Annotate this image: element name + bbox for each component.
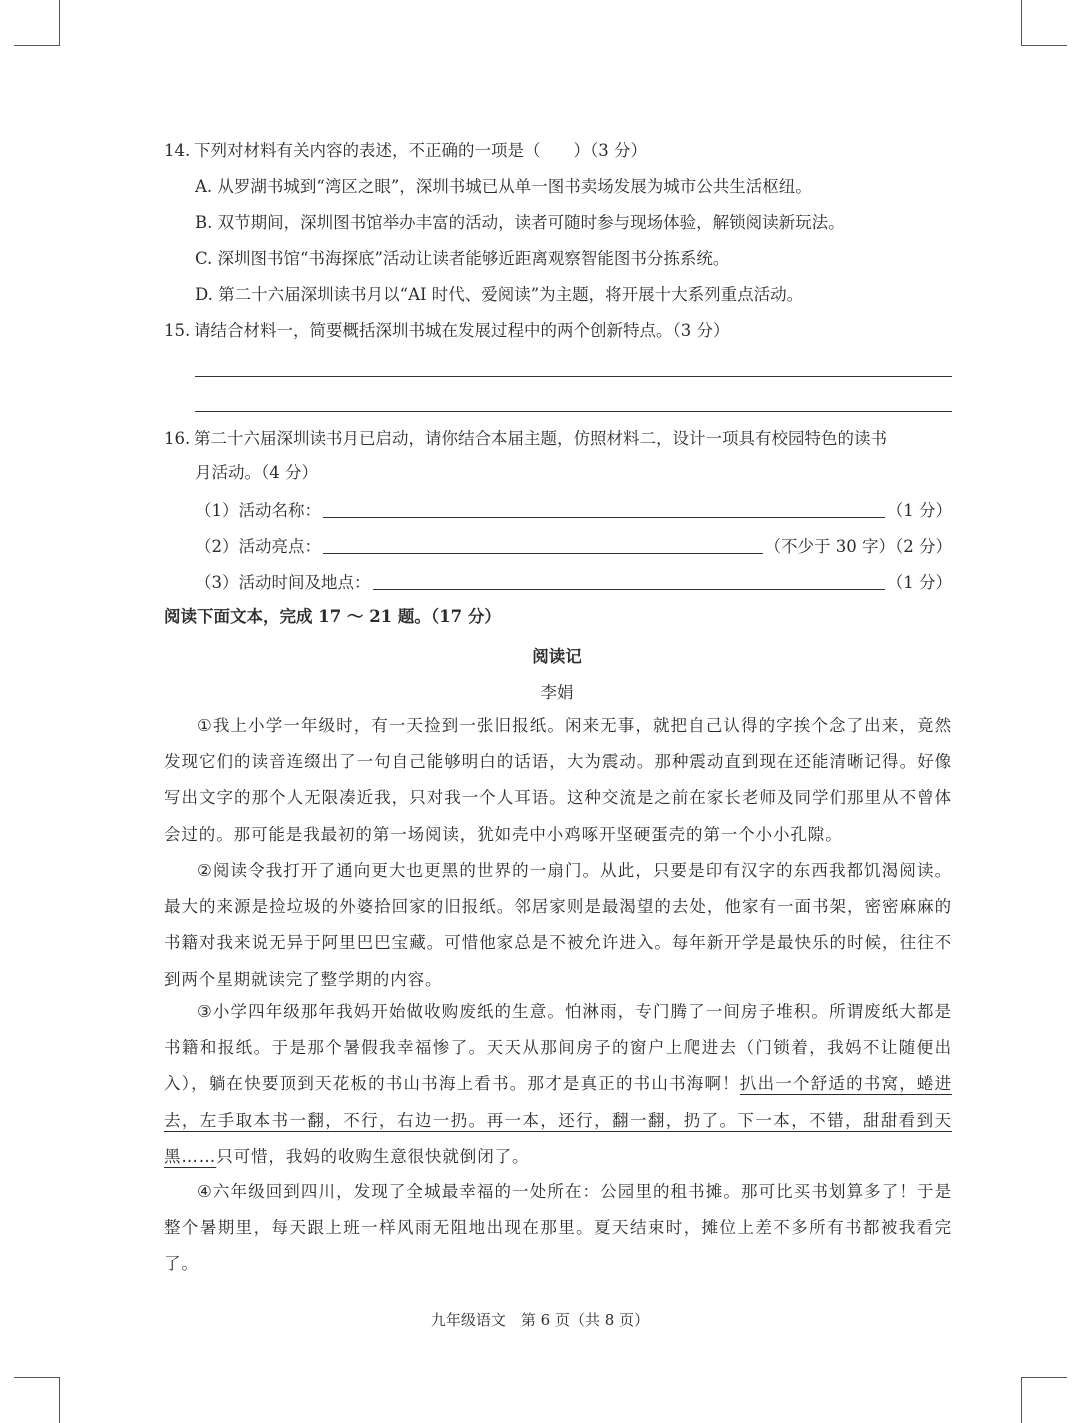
activity-time-place-blank[interactable] [373, 588, 885, 590]
question-number: 16. [164, 429, 191, 448]
crop-mark-top-left-v [59, 0, 60, 46]
activity-highlight-row [195, 533, 952, 557]
activity-time-place-label: （3）活动时间及地点： [195, 573, 371, 592]
activity-name-label: （1）活动名称： [195, 501, 321, 520]
paragraph-3-text: ③小学四年级那年我妈开始做收购废纸的生意。怕淋雨，专门腾了一间房子堆积。所谓废纸大都是书籍和报纸。于是那个暑假我幸福惨了。天天从那间房子的窗户上爬进去（门锁着，我妈不让随便出入），躺在快要顶到天花板的书山书海上看书。那才是真正的书山书海啊！ [164, 1002, 952, 1094]
question-text: 请结合材料一，简要概括深圳书城在发展过程中的两个创新特点。（3 分） [194, 321, 730, 340]
option-d: D. 第二十六届深圳读书月以“AI 时代、爱阅读”为主题，将开展十大系列重点活动。 [195, 285, 804, 304]
crop-mark-top-right-h [1021, 45, 1067, 46]
activity-time-place-row [195, 569, 952, 593]
activity-highlight-label: （2）活动亮点： [195, 537, 321, 556]
crop-mark-bottom-right-h [1021, 1377, 1067, 1378]
question-number: 15. [164, 321, 191, 340]
crop-mark-bottom-right-v [1021, 1377, 1022, 1423]
activity-name-score: （1 分） [886, 501, 952, 520]
activity-highlight-score: （不少于 30 字）（2 分） [764, 537, 952, 556]
question-number: 14. [164, 141, 191, 160]
crop-mark-bottom-left-h [14, 1377, 60, 1378]
question-16-stem-cont: 月活动。（4 分） [195, 463, 318, 482]
activity-highlight-blank[interactable] [323, 552, 763, 554]
question-16-stem [164, 428, 887, 450]
passage-author: 李娟 [540, 683, 574, 702]
paragraph-2: ②阅读令我打开了通向更大也更黑的世界的一扇门。从此，只要是印有汉字的东西我都饥渴阅读。最大的来源是捡垃圾的外婆拾回家的旧报纸。邻居家则是最渴望的去处，他家有一面书架，密密麻麻的书籍对我来说无异于阿里巴巴宝藏。可惜他家总是不被允许进入。每年新开学是最快乐的时候，往往不到两个星期就读完了整学期的内容。 [164, 861, 952, 989]
passage-title: 阅读记 [532, 647, 582, 666]
activity-name-row [195, 497, 952, 521]
option-a: A. 从罗湖书城到“湾区之眼”，深圳书城已从单一图书卖场发展为城市公共生活枢纽。 [195, 177, 812, 196]
question-14-stem [164, 140, 647, 162]
crop-mark-bottom-left-v [59, 1377, 60, 1423]
activity-time-place-score: （1 分） [886, 573, 952, 592]
paragraph-4: ④六年级回到四川，发现了全城最幸福的一处所在：公园里的租书摊。那可比买书划算多了！于是整个暑期里，每天跟上班一样风雨无阻地出现在那里。夏天结束时，摊位上差不多所有书都被我看完了。 [164, 1182, 952, 1274]
crop-mark-top-right-v [1021, 0, 1022, 46]
crop-mark-top-left-h [14, 45, 60, 46]
page-footer: 九年级语文 第 6 页（共 8 页） [430, 1311, 650, 1329]
option-b: B. 双节期间，深圳图书馆举办丰富的活动，读者可随时参与现场体验，解锁阅读新玩法。 [195, 213, 845, 232]
paragraph-1: ①我上小学一年级时，有一天捡到一张旧报纸。闲来无事，就把自己认得的字挨个念了出来，竟然发现它们的读音连缀出了一句自己能够明白的话语，大为震动。那种震动直到现在还能清晰记得。好像写出文字的那个人无限凑近我，只对我一个人耳语。这种交流是之前在家长老师及同学们那里从不曾体会过的。那可能是我最初的第一场阅读，犹如壳中小鸡啄开坚硬蛋壳的第一个小小孔隙。 [164, 716, 952, 844]
activity-name-blank[interactable] [323, 516, 885, 518]
answer-line[interactable] [195, 376, 952, 377]
paragraph-3-underlined-text: 扒出一个舒适的书窝，蜷进去，左手取本书一翻，不行，右边一扔。再一本，还行，翻一翻，扔了。下一本，不错，甜甜看到天黑…… [164, 1074, 952, 1166]
question-15-stem [164, 320, 730, 342]
question-text: 下列对材料有关内容的表述，不正确的一项是（ ）（3 分） [194, 141, 647, 160]
reading-instruction: 阅读下面文本，完成 17 ～ 21 题。（17 分） [164, 607, 501, 626]
question-text: 第二十六届深圳读书月已启动，请你结合本届主题，仿照材料二，设计一项具有校园特色的读书 [194, 429, 887, 448]
option-c: C. 深圳图书馆“书海探底”活动让读者能够近距离观察智能图书分拣系统。 [195, 249, 730, 268]
paragraph-3 [164, 994, 952, 1175]
paragraph-3-text-end: 只可惜，我妈的收购生意很快就倒闭了。 [216, 1146, 530, 1166]
answer-line[interactable] [195, 411, 952, 412]
